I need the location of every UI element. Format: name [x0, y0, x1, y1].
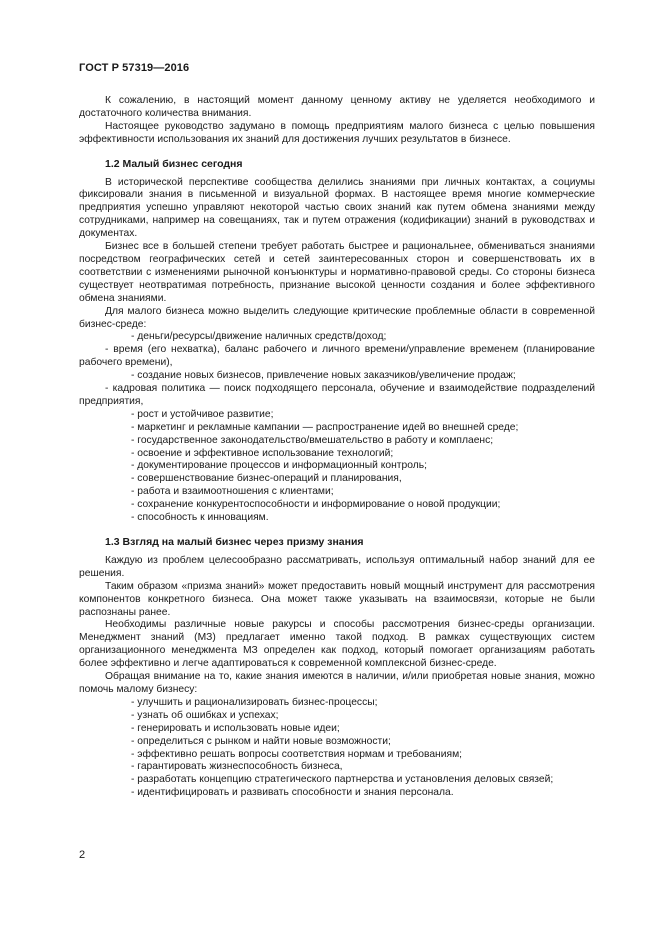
list-item: - определиться с рынком и найти новые возможности; [131, 735, 391, 747]
list-item: - работа и взаимоотношения с клиентами; [131, 486, 334, 498]
list-item: - рост и устойчивое развитие; [131, 408, 274, 420]
list-item: - деньги/ресурсы/движение наличных средств/доход; [131, 331, 387, 343]
list-item: - узнать об ошибках и успехах; [131, 709, 279, 721]
paragraph: Каждую из проблем целесообразно рассматривать, используя оптимальный набор знаний для ее решения. [79, 554, 595, 579]
list-item: - эффективно решать вопросы соответствия нормам и требованиям; [131, 748, 463, 760]
list-item: - освоение и эффективное использование технологий; [131, 447, 394, 459]
list-item: - государственное законодательство/вмешательство в работу и комплаенс; [131, 434, 494, 446]
list-item: - маркетинг и рекламные кампании — распространение идей во внешней среде; [131, 421, 519, 433]
section-heading-1-3: 1.3 Взгляд на малый бизнес через призму знания [105, 536, 364, 548]
document-body [79, 95, 595, 800]
section-heading-1-2: 1.2 Малый бизнес сегодня [105, 157, 243, 170]
paragraph: К сожалению, в настоящий момент данному ценному активу не уделяется необходимого и достаточного количества внимания. [79, 95, 595, 119]
list-item: - разработать концепцию стратегического партнерства и установления деловых связей; [131, 774, 554, 786]
list-item: - идентифицировать и развивать способности и знания персонала. [131, 787, 454, 799]
list-item: - улучшить и рационализировать бизнес-процессы; [131, 696, 378, 708]
list-item: - совершенствование бизнес-операций и планирования, [131, 473, 402, 485]
paragraph: Настоящее руководство задумано в помощь предприятиям малого бизнеса с целью повышения эффективности использования их знаний для достижения лучших результатов в бизнесе. [79, 120, 595, 145]
paragraph: Необходимы различные новые ракурсы и способы рассмотрения бизнес-среды организации. Менеджмент знаний (МЗ) предлагает именно такой подход. В рамках существующих систем организационного менеджмента МЗ определен как подход, который помогает организациям работать более эффективно и легче адаптироваться к современной комплексной бизнес-среде. [79, 619, 595, 670]
list-item: - создание новых бизнесов, привлечение новых заказчиков/увеличение продаж; [131, 370, 516, 382]
list-item: - документирование процессов и информационный контроль; [131, 460, 427, 472]
list-item: - время (его нехватка), баланс рабочего и личного времени/управление временем (планирование рабочего времени), [79, 344, 595, 369]
document-header: ГОСТ Р 57319—2016 [79, 62, 190, 74]
paragraph: В исторической перспективе сообщества делились знаниями при личных контактах, а социумы фиксировали знания в письменной и визуальной формах. В настоящее время многие коммерческие предприятия успешно управляют некоторой частью своих знаний как путем обмена знаниями между сотрудниками, например на совещаниях, так и путем отражения (кодификации) знаний в руководствах и документах. [79, 176, 595, 240]
list-item: - генерировать и использовать новые идеи; [131, 722, 340, 734]
list-item: - гарантировать жизнеспособность бизнеса, [131, 761, 343, 773]
paragraph: Таким образом «призма знаний» может предоставить новый мощный инструмент для рассмотрения компонентов конкретного бизнеса. Она может также указывать на взаимосвязи, которые не были распознаны ранее. [79, 580, 595, 618]
list-item: - кадровая политика — поиск подходящего персонала, обучение и взаимодействие подразделений предприятия, [79, 383, 595, 407]
paragraph: Для малого бизнеса можно выделить следующие критические проблемные области в современной бизнес-среде: [79, 305, 595, 330]
paragraph: Обращая внимание на то, какие знания имеются в наличии, и/или приобретая новые знания, можно помочь малому бизнесу: [79, 671, 595, 695]
paragraph: Бизнес все в большей степени требует работать быстрее и рациональнее, обмениваться знаниями посредством географических сетей и сетей заинтересованных сторон и совершенствовать их в соответствии с изменениями рыночной конъюнктуры и нормативно-правовой среды. Со стороны бизнеса существует неотвратимая потребность, признание высокой ценности создания и более эффективного обмена знаниями. [79, 241, 595, 304]
list-item: - способность к инновациям. [131, 512, 269, 524]
page-number: 2 [79, 849, 86, 861]
list-item: - сохранение конкурентоспособности и информирование о новой продукции; [131, 499, 501, 511]
